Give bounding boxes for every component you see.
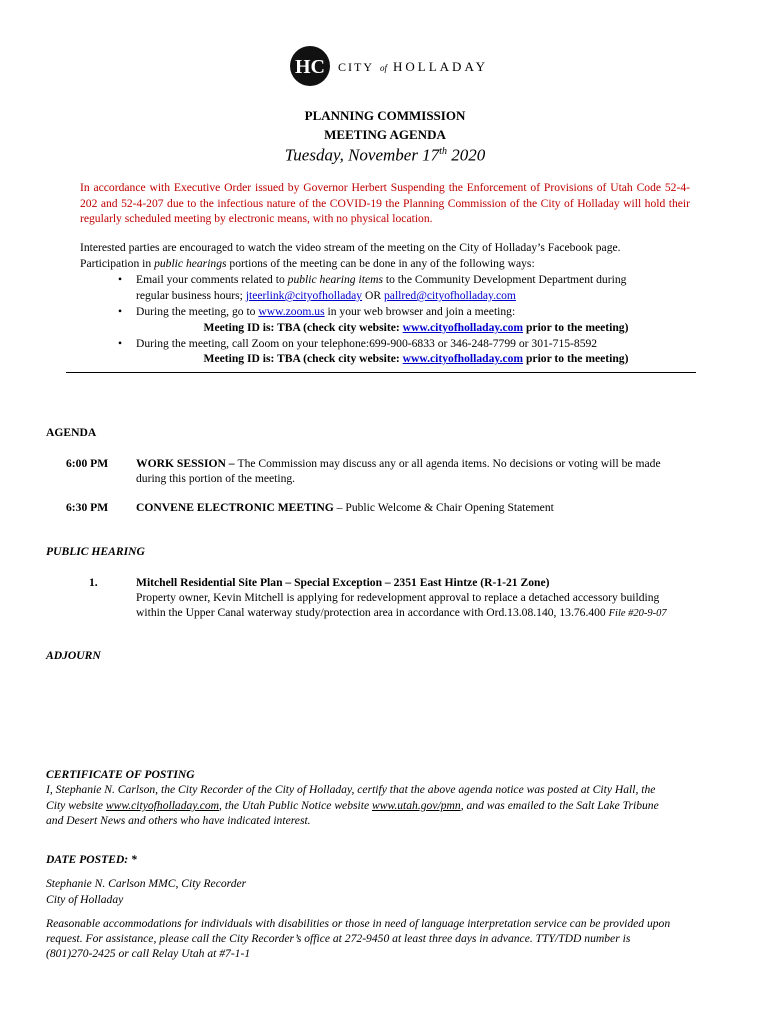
bullet-zoom-phone: During the meeting, call Zoom on your telephone:699-900-6833 or 346-248-7799 or 301-715-8592 [136,337,598,350]
accommodation-line2: request. For assistance, please call the City Recorder’s office at 272-9450 at least three days in advance. TTY/TDD number is [46,932,631,945]
logo-name: HOLLADAY [393,59,489,74]
certificate-line1: I, Stephanie N. Carlson, the City Recorder of the City of Holladay, certify that the above agenda notice was posted at City Hall, the [46,783,656,796]
hearing-item-title: Mitchell Residential Site Plan – Special Exception – 2351 East Hintze (R-1-21 Zone) [136,576,550,589]
zoom-link[interactable]: www.zoom.us [258,305,325,318]
cert-city-website-link[interactable]: www.cityofholladay.com [105,799,220,812]
bullet-dot: • [118,305,123,318]
hearing-item-number: 1. [89,576,98,589]
bullet-dot: • [118,273,123,286]
city-website-link[interactable]: www.cityofholladay.com [402,352,524,365]
certificate-line2: City website www.cityofholladay.com, the Utah Public Notice website www.utah.gov/pmn, and was emailed to the Salt Lake Tribune [46,799,659,812]
logo-wordmark [338,59,488,77]
meeting-date: Tuesday, November 17th 2020 [284,145,486,165]
agenda-item-work-session-cont: during this portion of the meeting. [136,472,296,485]
hearing-item-text1: Property owner, Kevin Mitchell is applying for redevelopment approval to replace a detached accessory building [136,591,660,604]
logo-city: CITY [338,60,374,74]
divider [66,372,696,373]
hearing-file-number: File #20-9-07 [608,608,667,619]
date-posted: DATE POSTED: * [46,853,137,866]
bullet-email: Email your comments related to public hearing items to the Community Development Department during [136,273,627,286]
city-logo [290,46,490,92]
bullet-email-cont: regular business hours; jteerlink@cityofholladay OR pallred@cityofholladay.com [136,289,516,302]
meeting-id-line1: Meeting ID is: TBA (check city website: www.cityofholladay.com prior to the meeting) [203,321,629,334]
title-line1: PLANNING COMMISSION [304,108,466,123]
hearing-item-text2: within the Upper Canal waterway study/protection area in accordance with Ord.13.08.140, 13.76.400 File #20-9-07 [136,606,667,619]
bullet-dot: • [118,337,123,350]
title-line2: MEETING AGENDA [324,127,446,142]
certificate-line3: and Desert News and others who have indicated interest. [46,814,311,827]
logo-monogram-text: HC [295,56,325,78]
logo-monogram-icon [290,46,330,86]
agenda-heading: AGENDA [46,426,97,439]
recorder-name: Stephanie N. Carlson MMC, City Recorder [46,877,247,890]
logo-of: of [380,63,388,73]
accommodation-line1: Reasonable accommodations for individuals with disabilities or those in need of language interpretation service can be provided upon [46,917,671,930]
certificate-heading: CERTIFICATE OF POSTING [46,768,195,781]
email-link-jteerlink[interactable]: jteerlink@cityofholladay [245,289,363,302]
executive-order-notice: In accordance with Executive Order issued by Governor Herbert Suspending the Enforcement of Provisions of Utah Code 52-4-202 and 52-4-207 due to the infectious nature of the COVID-19 the Planning Commission of the City of Holladay will hold their regularly scheduled meeting by electronic means, with no physical location. [80,181,690,225]
intro-line1: Interested parties are encouraged to watch the video stream of the meeting on the City of Holladay’s Facebook page. [80,241,621,254]
accommodation-line3: (801)270-2425 or call Relay Utah at #7-1-1 [46,947,251,960]
bullet-zoom-web: During the meeting, go to www.zoom.us in your web browser and join a meeting: [136,305,516,318]
city-website-link[interactable]: www.cityofholladay.com [402,321,524,334]
public-hearing-heading: PUBLIC HEARING [46,545,145,558]
intro-line2: Participation in public hearings portions of the meeting can be done in any of the following ways: [80,257,535,270]
adjourn-heading: ADJOURN [46,649,101,662]
agenda-item-convene: CONVENE ELECTRONIC MEETING – Public Welcome & Chair Opening Statement [136,501,554,514]
meeting-id-line2: Meeting ID is: TBA (check city website: www.cityofholladay.com prior to the meeting) [203,352,629,365]
agenda-time-1: 6:00 PM [66,457,109,470]
email-link-pallred[interactable]: pallred@cityofholladay.com [384,289,516,302]
recorder-org: City of Holladay [46,893,124,906]
agenda-time-2: 6:30 PM [66,501,109,514]
agenda-item-work-session: WORK SESSION – The Commission may discuss any or all agenda items. No decisions or voting will be made [136,457,661,470]
cert-utah-pmn-link[interactable]: www.utah.gov/pmn [372,799,461,812]
